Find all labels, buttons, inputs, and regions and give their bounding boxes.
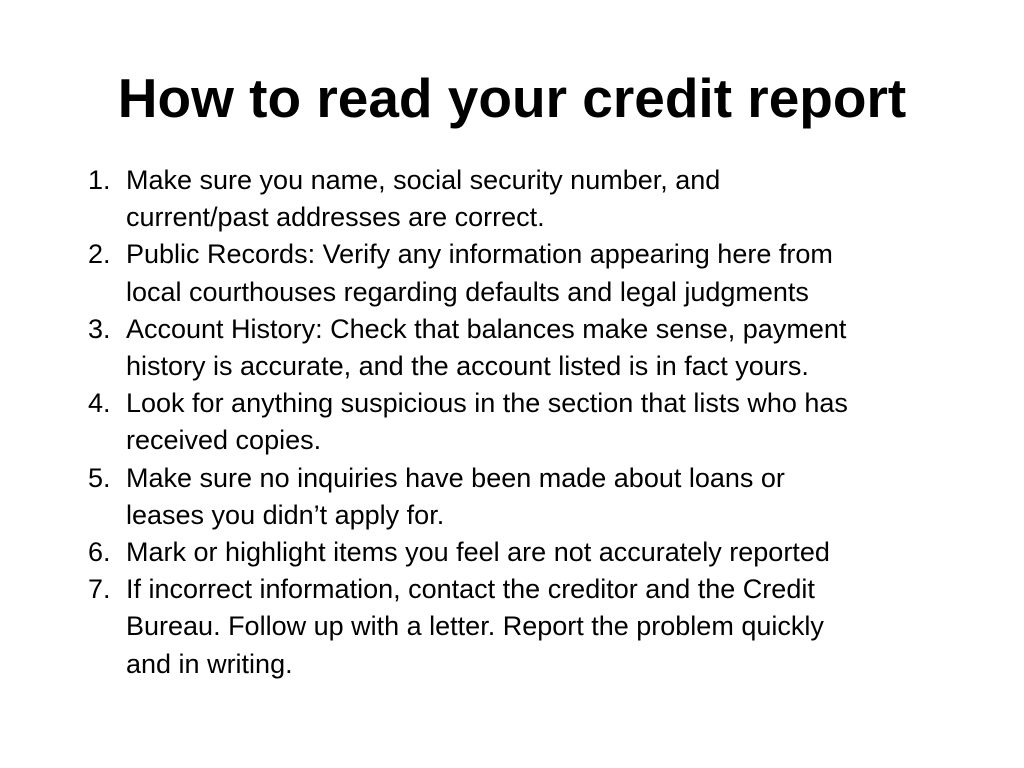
list-item-step-2 xyxy=(80,236,980,310)
step-number: 1. xyxy=(88,165,111,195)
list-item-step-7 xyxy=(80,571,980,683)
steps-list xyxy=(80,162,980,683)
list-item-step-1 xyxy=(80,162,980,236)
step-text-line: history is accurate, and the account listed is in fact yours. xyxy=(126,351,809,382)
step-text-line: Make sure no inquiries have been made about loans or xyxy=(126,462,785,493)
step-text-line: local courthouses regarding defaults and legal judgments xyxy=(126,276,809,307)
step-text-line: and in writing. xyxy=(126,648,293,679)
step-text-line: leases you didn’t apply for. xyxy=(126,499,445,530)
step-text-line: Mark or highlight items you feel are not accurately reported xyxy=(126,537,830,568)
step-text-line: Make sure you name, social security number, and xyxy=(126,165,721,195)
step-number: 4. xyxy=(88,388,111,419)
list-item-step-5 xyxy=(80,460,980,534)
step-text-line: Bureau. Follow up with a letter. Report the problem quickly xyxy=(126,611,824,642)
list-item-step-4 xyxy=(80,385,980,459)
step-text-line: current/past addresses are correct. xyxy=(126,202,545,233)
step-text-line: received copies. xyxy=(126,425,322,456)
step-text-line: Look for anything suspicious in the section that lists who has xyxy=(126,388,848,419)
step-number: 2. xyxy=(88,239,111,270)
step-number: 6. xyxy=(88,537,111,568)
step-number: 5. xyxy=(88,462,111,493)
list-item-step-6 xyxy=(80,534,980,571)
step-number: 7. xyxy=(88,574,111,605)
step-text-line: Account History: Check that balances make sense, payment xyxy=(126,313,847,344)
slide-title: How to read your credit report xyxy=(117,67,907,129)
step-text-line: If incorrect information, contact the creditor and the Credit xyxy=(126,574,815,605)
step-number: 3. xyxy=(88,313,111,344)
list-item-step-3 xyxy=(80,311,980,385)
step-text-line: Public Records: Verify any information appearing here from xyxy=(126,239,833,270)
